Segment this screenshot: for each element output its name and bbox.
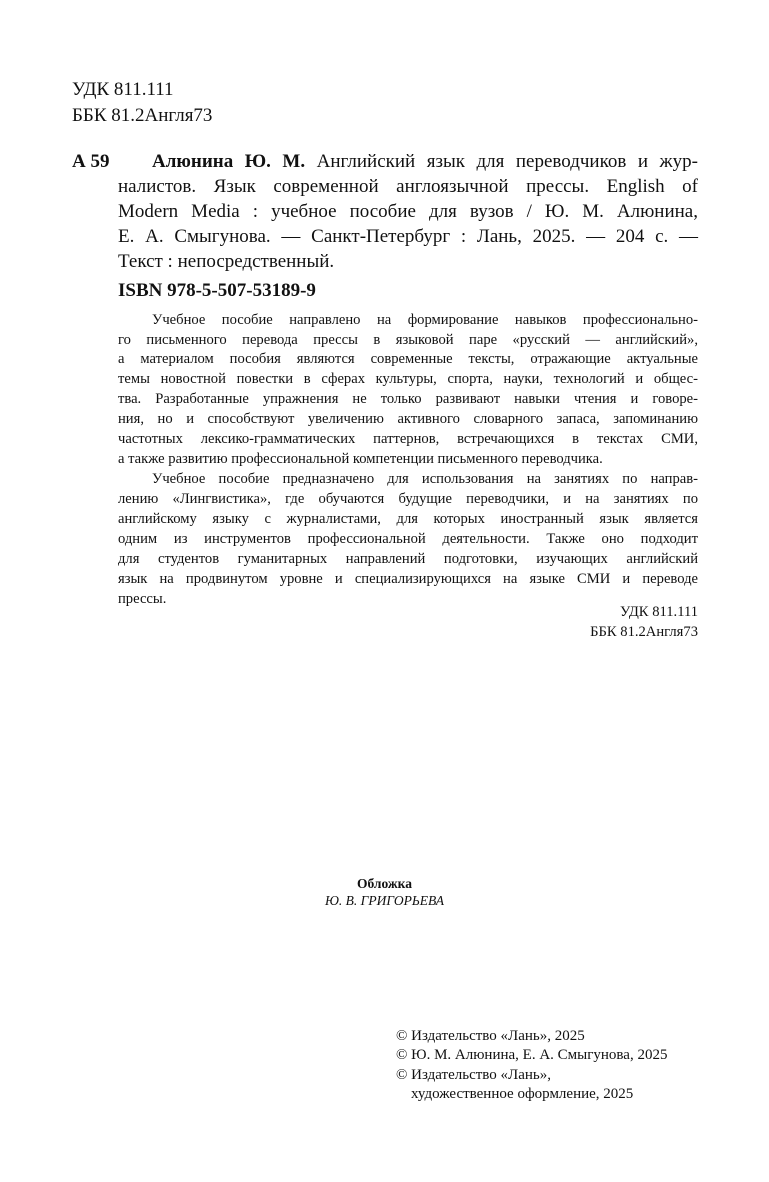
copyright-line: художественное оформление, 2025 xyxy=(411,1086,634,1102)
copyright-line: © Издательство «Лань», 2025 xyxy=(396,1028,585,1044)
abstract-line: го письменного перевода прессы в языковой паре «русский — английский», xyxy=(118,332,698,348)
udk-top: УДК 811.111 xyxy=(72,79,174,100)
catalog-author: Алюнина Ю. М. xyxy=(152,151,306,172)
abstract-line: одним из инструментов профессиональной деятельности. Также оно подходит xyxy=(118,531,698,547)
abstract-line: а также развитию профессиональной компетенции письменного переводчика. xyxy=(118,451,603,467)
catalog-line-5: Текст : непосредственный. xyxy=(118,251,335,272)
cover-label: Обложка xyxy=(356,876,412,891)
copyright-line: © Ю. М. Алюнина, Е. А. Смыгунова, 2025 xyxy=(396,1047,668,1063)
copyright-line: © Издательство «Лань», xyxy=(396,1067,551,1083)
abstract-line: язык на продвинутом уровне и специализирующихся на языке СМИ и переводе xyxy=(118,571,698,587)
abstract-line: ния, но и способствуют увеличению активного словарного запаса, запоминанию xyxy=(118,411,698,427)
abstract-line: английскому языку с журналистами, для которых иностранный язык является xyxy=(118,511,698,527)
catalog-line-2: налистов. Язык современной англоязычной прессы. English of xyxy=(118,176,698,197)
bbk-top: ББК 81.2Англя73 xyxy=(72,105,213,126)
abstract-line: для студентов гуманитарных направлений подготовки, изучающих английский xyxy=(118,551,698,567)
catalog-code: А 59 xyxy=(72,151,110,172)
abstract-line: прессы. xyxy=(118,591,167,607)
catalog-line-3: Modern Media : учебное пособие для вузов / Ю. М. Алюнина, xyxy=(118,201,698,222)
abstract-line: Учебное пособие предназначено для использования на занятиях по направ- xyxy=(152,471,698,487)
bbk-bottom: ББК 81.2Англя73 xyxy=(590,624,698,640)
abstract-line: лению «Лингвистика», где обучаются будущие переводчики, и на занятиях по xyxy=(118,491,698,507)
catalog-line-4: Е. А. Смыгунова. — Санкт-Петербург : Лань, 2025. — 204 с. — xyxy=(118,226,698,247)
catalog-title-start: Английский язык для переводчиков и жур- xyxy=(316,151,699,172)
abstract-line: а материалом пособия являются современные тексты, отражающие актуальные xyxy=(118,351,698,367)
abstract-line: частотных лексико-грамматических паттернов, встречающихся в текстах СМИ, xyxy=(118,431,698,447)
cover-designer: Ю. В. ГРИГОРЬЕВА xyxy=(324,893,445,908)
abstract-line: темы новостной повестки в сферах культуры, спорта, науки, технологий и общес- xyxy=(118,371,698,387)
isbn: ISBN 978-5-507-53189-9 xyxy=(118,280,316,301)
abstract-line: тва. Разработанные упражнения не только развивают навыки чтения и говоре- xyxy=(118,391,698,407)
catalog-line-1 xyxy=(152,150,698,174)
udk-bottom: УДК 811.111 xyxy=(620,604,698,620)
abstract-line: Учебное пособие направлено на формирование навыков профессионально- xyxy=(152,312,698,328)
